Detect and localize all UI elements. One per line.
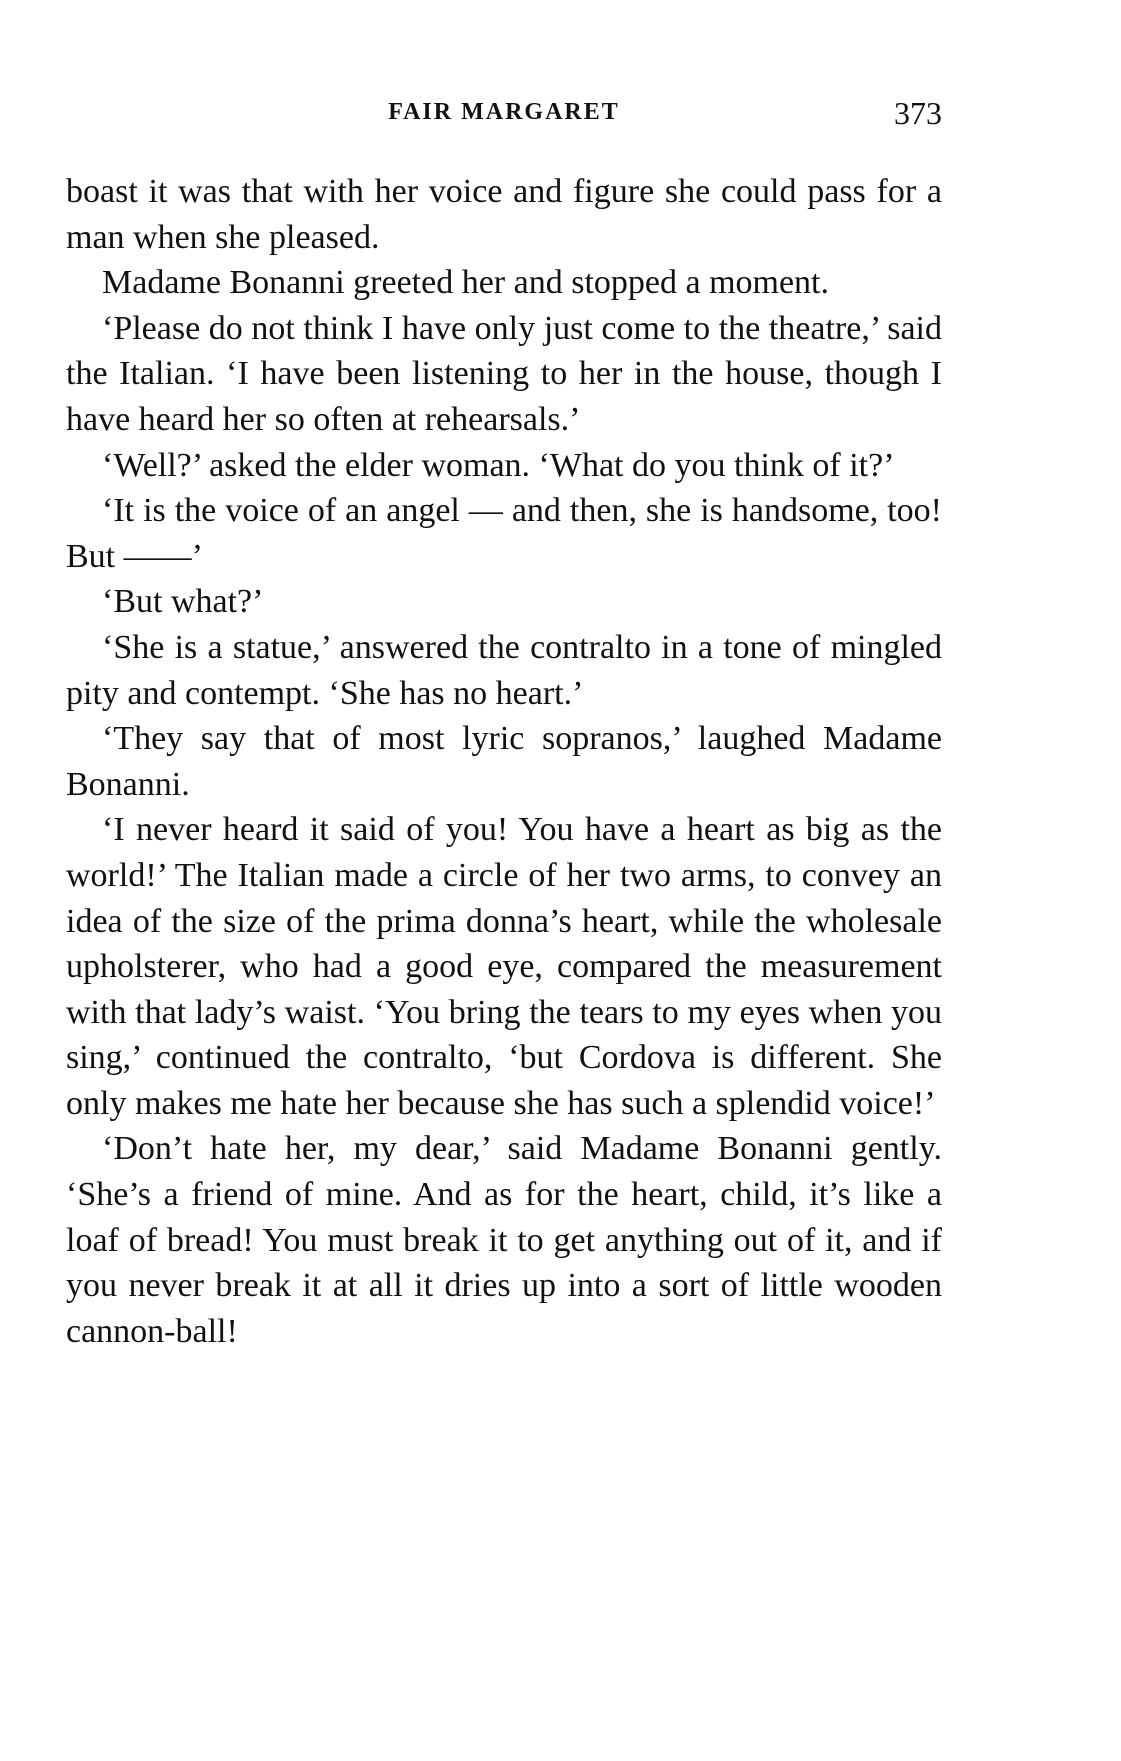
page-header xyxy=(66,95,942,135)
paragraph: ‘I never heard it said of you! You have a heart as big as the world!’ The Italian made a circle of her two arms, to convey an idea of the size of the prima donna’s heart, while the wholesale upholsterer, who had a good eye, compared the measurement with that lady’s waist. ‘You bring the tears to my eyes when you sing,’ continued the contralto, ‘but Cordova is different. She only makes me hate her because she has such a splendid voice!’ xyxy=(66,811,942,1122)
paragraph: ‘They say that of most lyric sopranos,’ laughed Madame Bonanni. xyxy=(66,720,942,803)
paragraph: ‘It is the voice of an angel — and then, she is handsome, too! But ——’ xyxy=(66,492,942,575)
paragraph: ‘Don’t hate her, my dear,’ said Madame Bonanni gently. ‘She’s a friend of mine. And as for the heart, child, it’s like a loaf of bread! You must break it to get anything out of it, and if you never break it at all it dries up into a sort of little wooden cannon-ball! xyxy=(66,1130,942,1350)
running-title: FAIR MARGARET xyxy=(388,99,620,125)
page-number: 373 xyxy=(894,95,942,131)
paragraph: boast it was that with her voice and figure she could pass for a man when she pleased. xyxy=(66,173,942,256)
paragraph: ‘Well?’ asked the elder woman. ‘What do you think of it?’ xyxy=(102,446,895,484)
body-text xyxy=(66,169,942,1354)
paragraph: ‘Please do not think I have only just come to the theatre,’ said the Italian. ‘I have been listening to her in the house, though I have heard her so often at rehearsals.’ xyxy=(66,309,942,438)
paragraph: ‘She is a statue,’ answered the contralto in a tone of mingled pity and contempt. ‘She has no heart.’ xyxy=(66,628,942,712)
paragraph: ‘But what?’ xyxy=(102,583,264,621)
paragraph: Madame Bonanni greeted her and stopped a moment. xyxy=(102,264,829,302)
book-page xyxy=(66,95,942,1354)
